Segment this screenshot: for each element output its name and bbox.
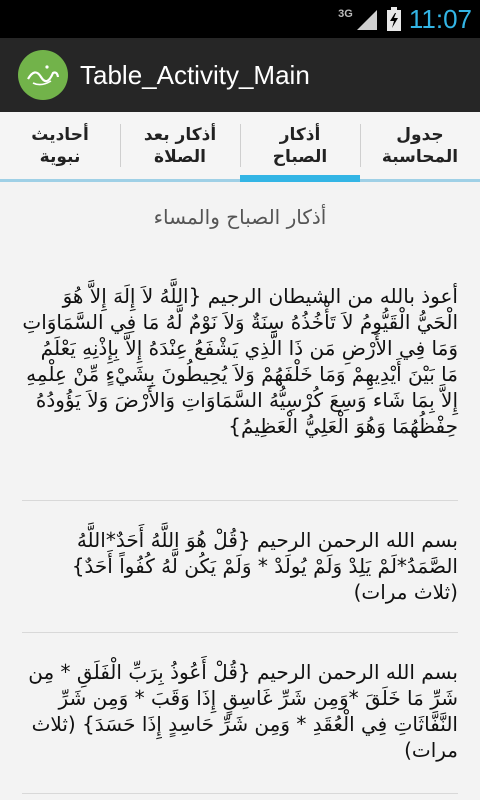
app-title: Table_Activity_Main <box>80 59 310 90</box>
list-item: أعوذ بالله من الشيطان الرجيم {اللَّهُ لاَ إِلَهَ إِلاَّ هُوَ الْحَيُّ الْقَيُّومُ لاَ تَأْخُذُهُ سِنَةٌ وَلاَ نَوْمٌ لَّهُ مَا فِي السَّمَاوَاتِ وَمَا فِي الأَرْضِ مَن ذَا الَّذِي يَشْفَعُ عِنْدَهُ إِلاَّ بِإِذْنِهِ يَعْلَمُ مَا بَيْنَ أَيْدِيهِمْ وَمَا خَلْفَهُمْ وَلاَ يُحِيطُونَ بِشَيْءٍ مِّنْ عِلْمِهِ إِلاَّ بِمَا شَاء وَسِعَ كُرْسِيُّهُ السَّمَاوَاتِ وَالأَرْضَ وَلاَ يَؤُودُهُ حِفْظُهُمَا وَهُوَ الْعَلِيُّ الْعَظِيمُ} <box>22 284 458 438</box>
list-item: بسم الله الرحمن الرحيم {قُلْ أَعُوذُ بِرَبِّ الْفَلَقِ * مِن شَرِّ مَا خَلَقَ *وَمِن شَرِّ غَاسِقٍ إِذَا وَقَبَ * وَمِن شَرِّ النَّفَّاثَاتِ فِي الْعُقَدِ * وَمِن شَرِّ حَاسِدٍ إِذَا حَسَدَ} (ثلاث مرات) <box>28 660 458 762</box>
list-item: بسم الله الرحمن الرحيم {قُلْ هُوَ اللَّهُ أَحَدٌ*اللَّهُ الصَّمَدُ*لَمْ يَلِدْ وَلَمْ يُولَدْ * وَلَمْ يَكُن لَّهُ كُفُواً أَحَدٌ} (ثلاث مرات) <box>71 528 458 604</box>
action-bar <box>0 38 480 112</box>
tab-label: جدول المحاسبة <box>381 124 459 167</box>
section-title: أذكار الصباح والمساء <box>153 205 327 229</box>
tab-label: أذكار بعد الصلاة <box>143 124 217 167</box>
clock: 11:07 <box>408 3 472 34</box>
battery-charging-icon <box>387 7 401 31</box>
tab-morning-azkar[interactable] <box>240 112 360 179</box>
tab-hadith[interactable] <box>0 112 120 179</box>
tab-bar <box>0 112 480 182</box>
tab-after-prayer-azkar[interactable] <box>120 112 240 179</box>
app-logo-icon[interactable] <box>18 50 68 100</box>
tab-accountability-table[interactable] <box>360 112 480 179</box>
calligraphy-logo-icon <box>25 61 61 89</box>
divider <box>22 500 458 501</box>
tab-label: أحاديث نبوية <box>31 124 89 167</box>
status-bar <box>0 0 480 38</box>
network-type-label: 3G <box>338 8 353 20</box>
tab-label: أذكار الصباح <box>272 124 328 167</box>
content-list[interactable] <box>0 185 480 800</box>
status-icons <box>338 0 472 38</box>
signal-icon <box>355 8 379 30</box>
divider <box>22 632 458 633</box>
divider <box>22 793 458 794</box>
